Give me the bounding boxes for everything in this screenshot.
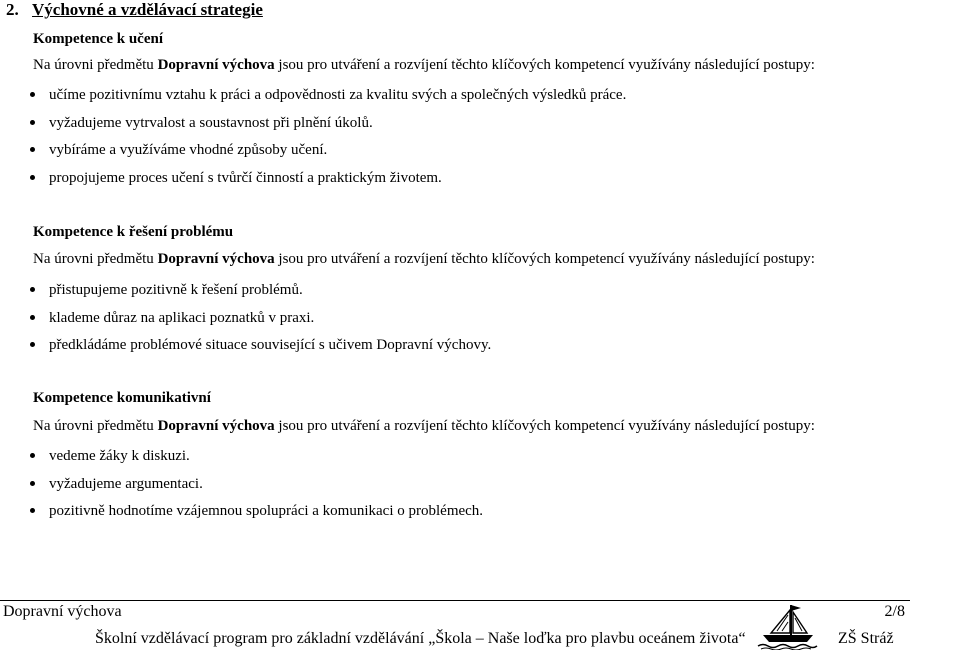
intro-subject: Dopravní výchova [157, 251, 275, 267]
footer-divider [0, 600, 910, 601]
intro-prefix: Na úrovni předmětu [33, 57, 158, 73]
list-item: předkládáme problémové situace související s učivem Dopravní výchovy. [30, 336, 491, 364]
list-item: vyžadujeme vytrvalost a soustavnost při plnění úkolů. [30, 114, 626, 142]
intro-prefix: Na úrovni předmětu [33, 251, 158, 267]
heading-kompetence-k-reseni-problemu: Kompetence k řešení problému [33, 224, 234, 240]
intro-text [33, 418, 815, 435]
intro-text [33, 57, 815, 74]
bullet-list-reseni-problemu [30, 281, 491, 364]
intro-suffix: jsou pro utváření a rozvíjení těchto klíčových kompetencí využívány následující postupy: [274, 57, 815, 73]
footer-page-number: 2/8 [884, 603, 905, 620]
bullet-list-uceni [30, 86, 626, 197]
intro-prefix: Na úrovni předmětu [33, 418, 158, 434]
intro-subject: Dopravní výchova [157, 57, 275, 73]
footer-program-title: Školní vzdělávací program pro základní vzdělávání „Škola – Naše loďka pro plavbu oceánem života“ [95, 630, 746, 647]
footer-subject: Dopravní výchova [3, 603, 122, 620]
section-title-text: Výchovné a vzdělávací strategie [32, 0, 263, 19]
list-item: klademe důraz na aplikaci poznatků v praxi. [30, 309, 491, 337]
sailboat-logo-icon [755, 602, 820, 650]
intro-suffix: jsou pro utváření a rozvíjení těchto klíčových kompetencí využívány následující postupy: [274, 251, 815, 267]
intro-text [33, 251, 815, 268]
list-item: vedeme žáky k diskuzi. [30, 447, 483, 475]
list-item: propojujeme proces učení s tvůrčí činností a praktickým životem. [30, 169, 626, 197]
bullet-list-komunikativni [30, 447, 483, 530]
list-item: učíme pozitivnímu vztahu k práci a odpovědnosti za kvalitu svých a společných výsledků práce. [30, 86, 626, 114]
section-number: 2. [6, 0, 19, 19]
intro-suffix: jsou pro utváření a rozvíjení těchto klíčových kompetencí využívány následující postupy: [274, 418, 815, 434]
intro-subject: Dopravní výchova [157, 418, 275, 434]
section-title [6, 0, 263, 20]
list-item: vyžadujeme argumentaci. [30, 475, 483, 503]
list-item: vybíráme a využíváme vhodné způsoby učení. [30, 141, 626, 169]
list-item: přistupujeme pozitivně k řešení problémů. [30, 281, 491, 309]
heading-kompetence-k-uceni: Kompetence k učení [33, 31, 163, 47]
footer-school-name: ZŠ Stráž [838, 630, 894, 647]
list-item: pozitivně hodnotíme vzájemnou spolupráci a komunikaci o problémech. [30, 502, 483, 530]
heading-kompetence-komunikativni: Kompetence komunikativní [33, 390, 211, 406]
